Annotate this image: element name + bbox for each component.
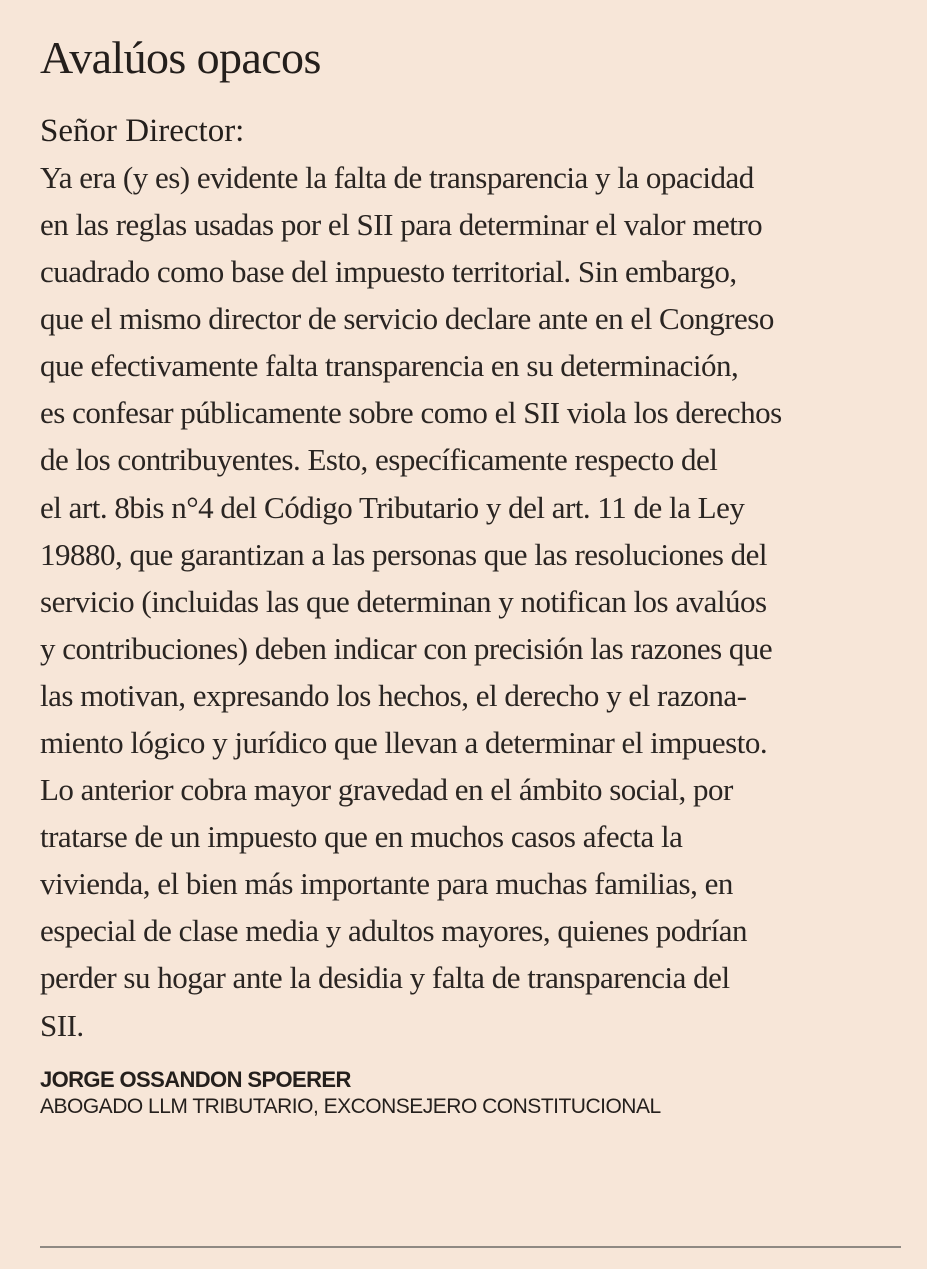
author-name: JORGE OSSANDON SPOERER	[40, 1066, 351, 1092]
body-line: que el mismo director de servicio declare ante en el Congreso	[40, 301, 774, 337]
body-line: que efectivamente falta transparencia en su determinación,	[40, 348, 739, 384]
letter-title: Avalúos opacos	[40, 32, 321, 83]
body-line: es confesar públicamente sobre como el SII viola los derechos	[40, 395, 782, 431]
body-line: perder su hogar ante la desidia y falta de transparencia del	[40, 960, 730, 996]
body-line: servicio (incluidas las que determinan y notifican los avalúos	[40, 583, 767, 619]
bottom-divider	[40, 1246, 901, 1248]
body-line: de los contribuyentes. Esto, específicamente respecto del	[40, 442, 718, 478]
body-line: y contribuciones) deben indicar con precisión las razones que	[40, 630, 773, 666]
salutation: Señor Director:	[40, 113, 245, 150]
body-line: el art. 8bis n°4 del Código Tributario y del art. 11 de la Ley	[40, 489, 745, 525]
body-line: las motivan, expresando los hechos, el derecho y el razona-	[40, 677, 747, 713]
body-line: miento lógico y jurídico que llevan a determinar el impuesto.	[40, 725, 768, 761]
body-line: especial de clase media y adultos mayores, quienes podrían	[40, 913, 747, 949]
body-line: en las reglas usadas por el SII para determinar el valor metro	[40, 206, 763, 242]
body-line: Lo anterior cobra mayor gravedad en el ámbito social, por	[40, 772, 733, 808]
signature-block	[40, 1067, 901, 1122]
body-line: Ya era (y es) evidente la falta de transparencia y la opacidad	[40, 159, 754, 195]
letter-body	[40, 154, 900, 1049]
author-title: ABOGADO LLM TRIBUTARIO, EXCONSEJERO CONSTITUCIONAL	[40, 1095, 661, 1119]
body-line: SII.	[40, 1007, 84, 1043]
body-line: 19880, que garantizan a las personas que las resoluciones del	[40, 536, 768, 572]
body-line: tratarse de un impuesto que en muchos casos afecta la	[40, 819, 683, 855]
body-line: vivienda, el bien más importante para muchas familias, en	[40, 866, 733, 902]
body-line: cuadrado como base del impuesto territorial. Sin embargo,	[40, 254, 737, 290]
